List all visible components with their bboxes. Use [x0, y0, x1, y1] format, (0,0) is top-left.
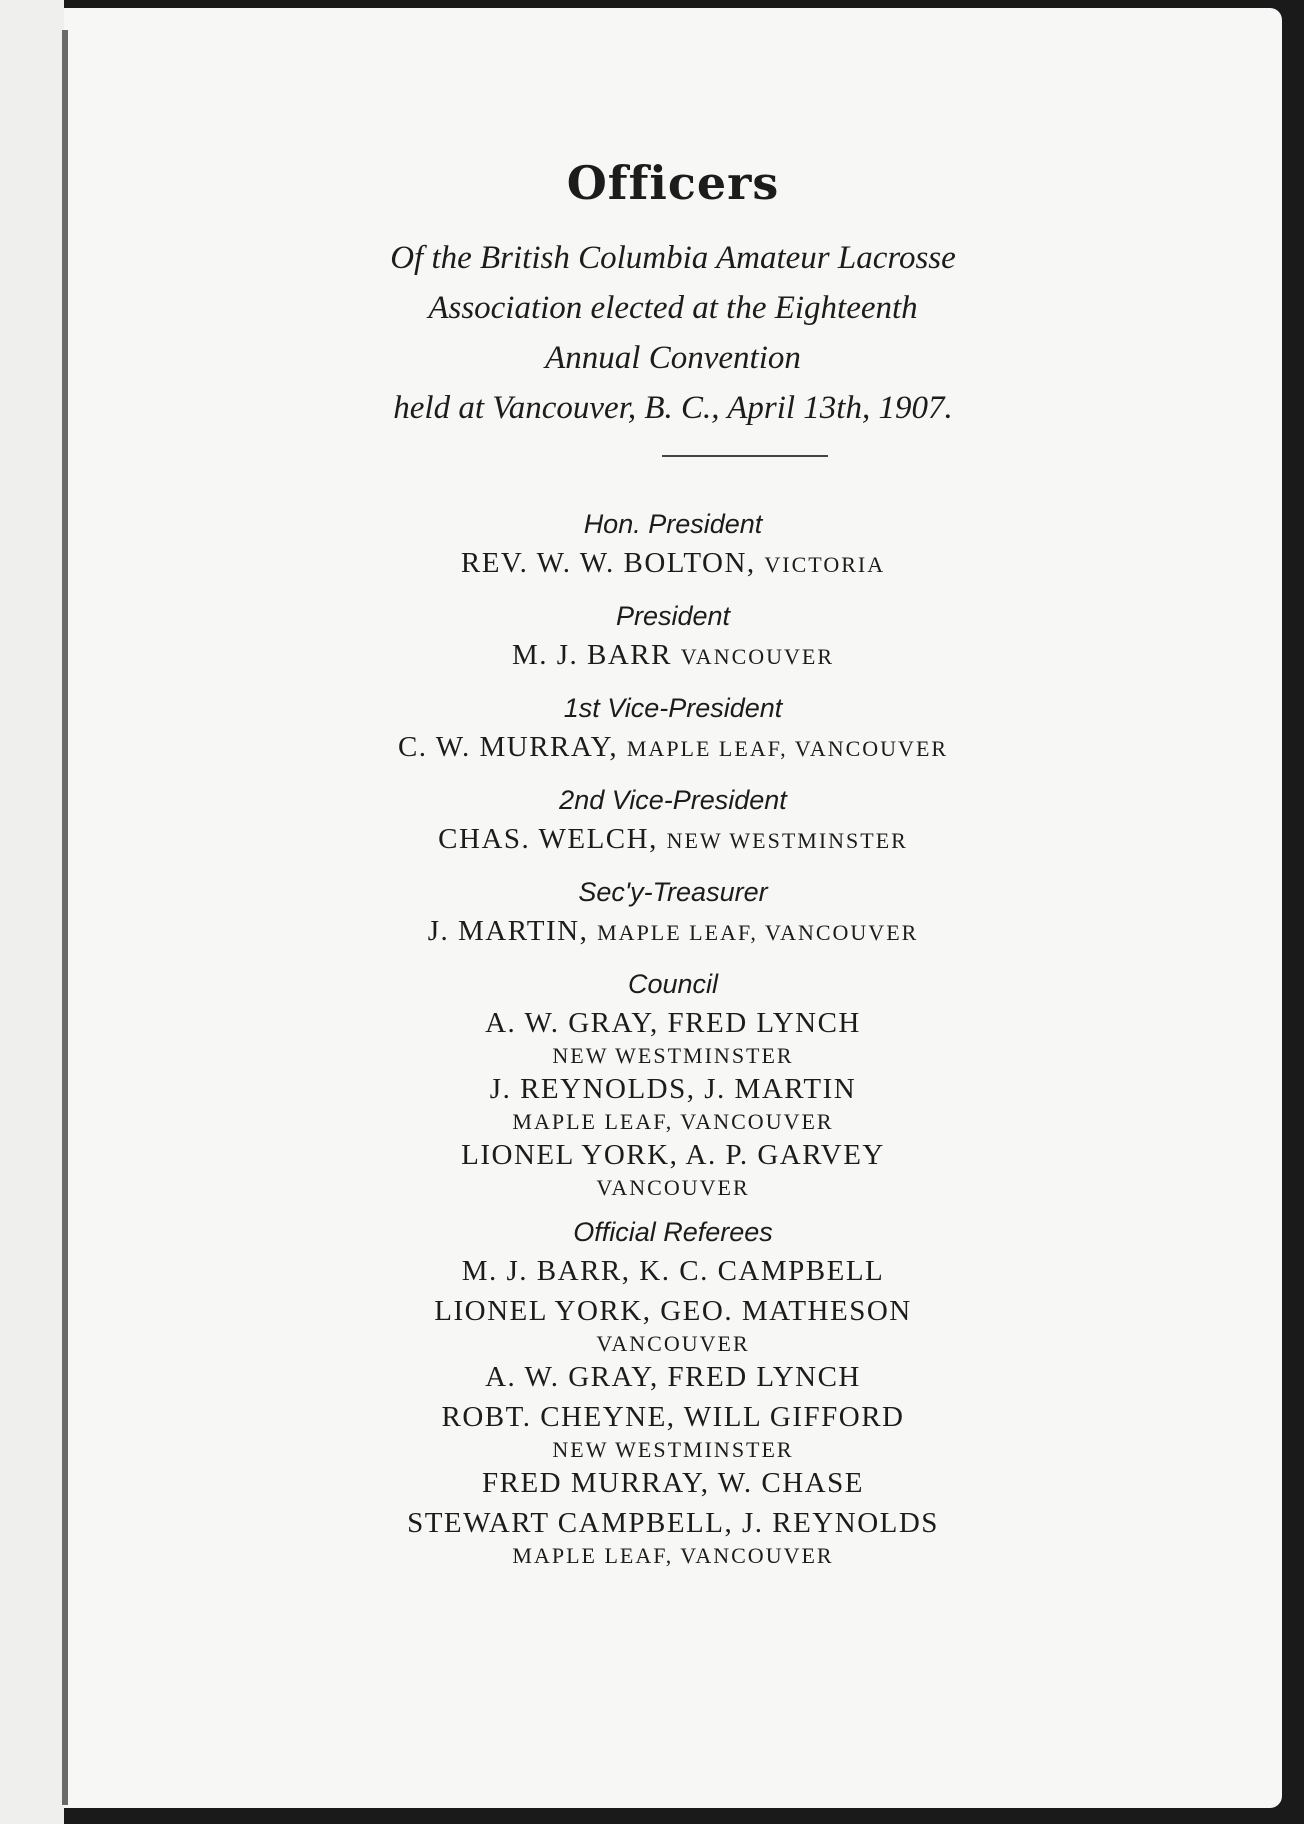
officer-name	[64, 727, 1282, 769]
referees-heading: Official Referees	[573, 1217, 773, 1247]
officer-name-text: C. W. MURRAY,	[397, 731, 627, 763]
subtitle-line: Annual Convention	[545, 340, 801, 376]
officer-place: MAPLE LEAF, VANCOUVER	[626, 736, 949, 761]
referee-names: A. W. GRAY, FRED LYNCH	[485, 1361, 861, 1393]
officer-name-text: REV. W. W. BOLTON,	[460, 547, 765, 579]
officer-name-text: CHAS. WELCH,	[438, 823, 667, 855]
page-title: Officers	[566, 156, 780, 210]
role-heading: Hon. President	[583, 509, 763, 539]
council-place: NEW WESTMINSTER	[552, 1043, 794, 1068]
document-page	[64, 8, 1282, 1808]
officer-place: VICTORIA	[764, 552, 886, 577]
officer-place: NEW WESTMINSTER	[666, 828, 908, 853]
council-names: J. REYNOLDS, J. MARTIN	[489, 1073, 857, 1105]
referee-names: ROBT. CHEYNE, WILL GIFFORD	[441, 1401, 905, 1433]
referee-names: FRED MURRAY, W. CHASE	[481, 1467, 865, 1499]
role-heading: 1st Vice-President	[563, 693, 783, 723]
officer-name	[64, 911, 1282, 953]
council-place: VANCOUVER	[596, 1175, 750, 1200]
officer-name-text: M. J. BARR	[511, 639, 681, 671]
officer-name	[64, 543, 1282, 585]
officer-name-text: J. MARTIN,	[427, 915, 598, 947]
role-heading: Sec'y-Treasurer	[578, 877, 768, 907]
officer-name	[64, 819, 1282, 861]
role-heading: President	[615, 601, 731, 631]
left-page-edge	[0, 0, 64, 1824]
role-heading: 2nd Vice-President	[559, 785, 787, 815]
council-names: A. W. GRAY, FRED LYNCH	[485, 1007, 861, 1039]
referee-place: NEW WESTMINSTER	[552, 1437, 794, 1462]
officer-name	[64, 635, 1282, 677]
referee-names: STEWART CAMPBELL, J. REYNOLDS	[407, 1507, 939, 1539]
council-names: LIONEL YORK, A. P. GARVEY	[461, 1139, 885, 1171]
subtitle-line: Association elected at the Eighteenth	[428, 290, 918, 326]
binding-gutter	[62, 30, 68, 1805]
officers-list	[64, 505, 1282, 1569]
council-heading: Council	[627, 969, 719, 999]
subtitle	[64, 233, 1282, 433]
officer-place: VANCOUVER	[680, 644, 835, 669]
referee-names: M. J. BARR, K. C. CAMPBELL	[461, 1255, 885, 1287]
subtitle-line: held at Vancouver, B. C., April 13th, 1907.	[393, 390, 953, 426]
divider-rule	[662, 455, 828, 457]
officer-place: MAPLE LEAF, VANCOUVER	[597, 920, 919, 945]
referee-place: MAPLE LEAF, VANCOUVER	[512, 1543, 834, 1568]
subtitle-line: Of the British Columbia Amateur Lacrosse	[390, 240, 956, 276]
council-place: MAPLE LEAF, VANCOUVER	[512, 1109, 834, 1134]
referee-names: LIONEL YORK, GEO. MATHESON	[434, 1295, 912, 1327]
referee-place: VANCOUVER	[596, 1331, 750, 1356]
